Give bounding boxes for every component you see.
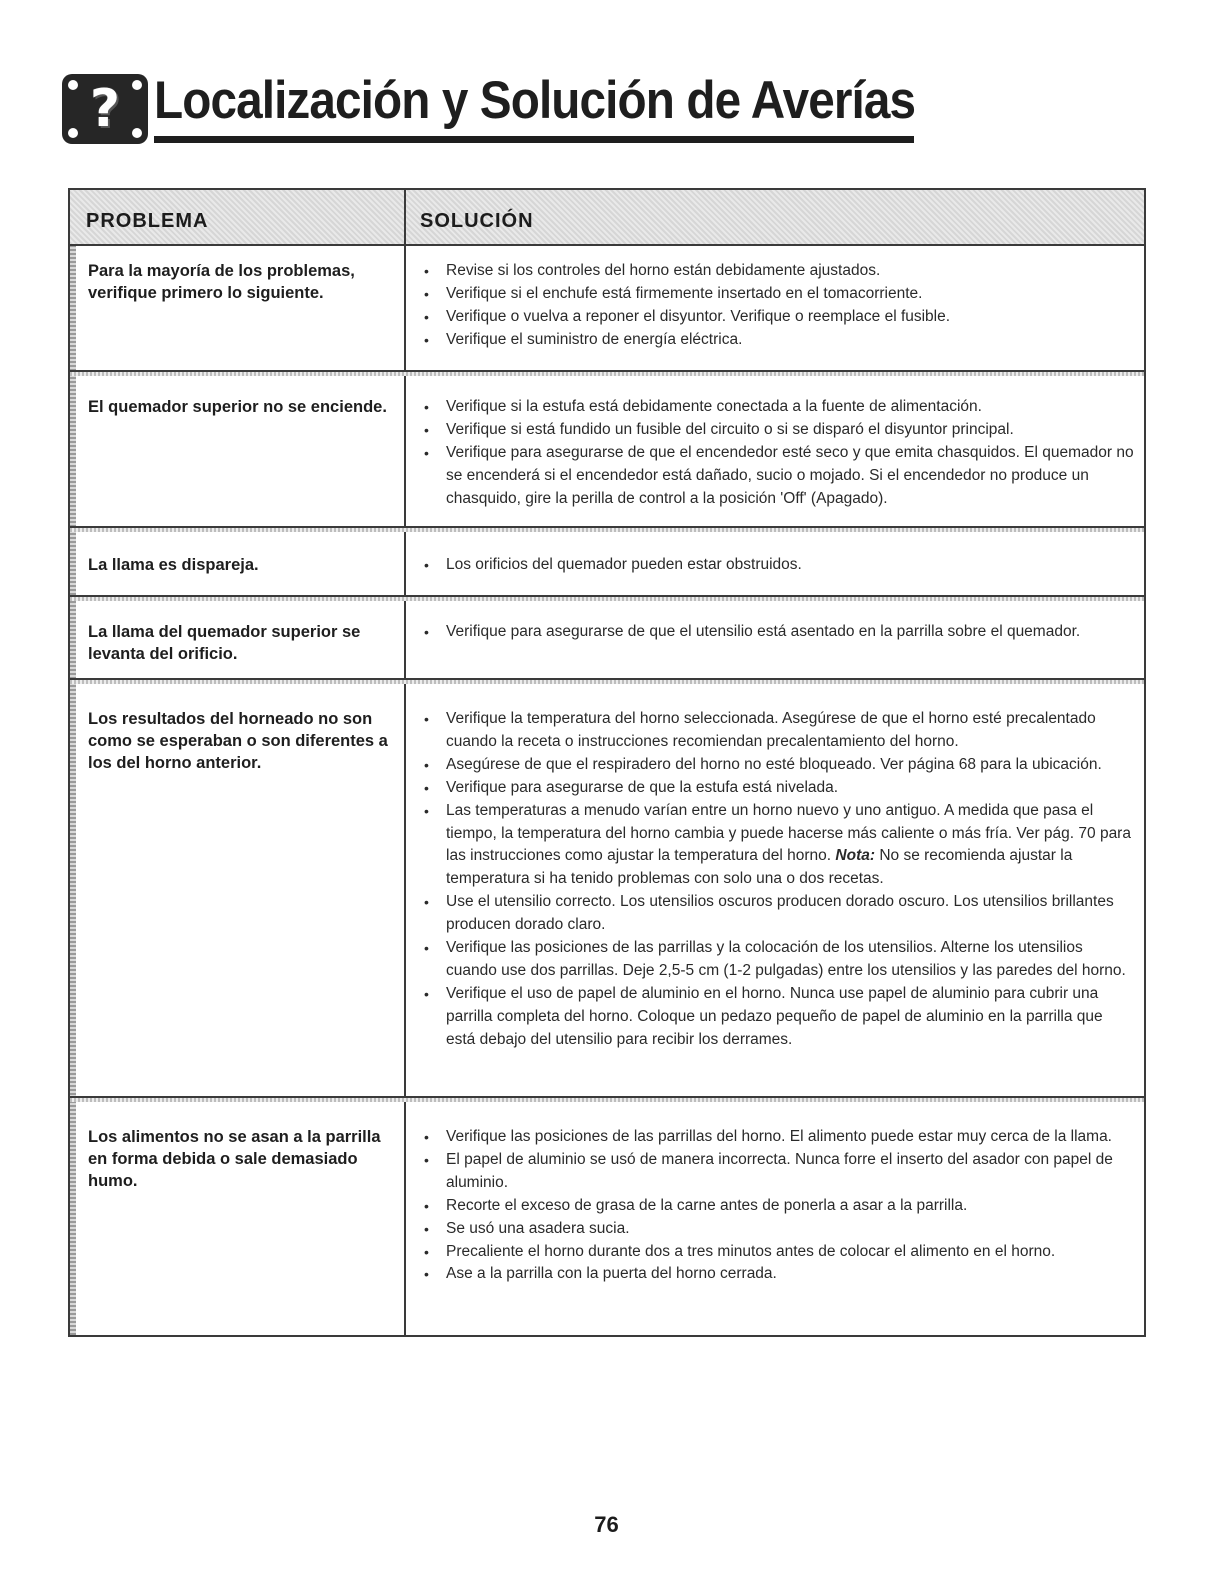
- solution-text: Ase a la parrilla con la puerta del horno cerrada.: [446, 1265, 777, 1283]
- column-header-problem: PROBLEMA: [86, 210, 209, 232]
- problem-text: Los alimentos no se asan a la parrilla en forma debida o sale demasiado humo.: [88, 1128, 381, 1190]
- solution-text: Verifique las posiciones de las parrillas y la colocación de los utensilios. Alterne los utensilios cuando use dos parrillas. Deje 2,5-5 cm (1-2 pulgadas) entre los utensilios y las paredes del horno.: [446, 939, 1126, 979]
- bullet-icon: •: [424, 399, 429, 415]
- solution-text: Recorte el exceso de grasa de la carne antes de ponerla a asar a la parrilla.: [446, 1196, 968, 1214]
- solution-text: Verifique el suministro de energía eléctrica.: [446, 330, 743, 348]
- solution-text: Verifique las posiciones de las parrillas del horno. El alimento puede estar muy cerca de la llama.: [446, 1128, 1112, 1145]
- solution-item: [422, 396, 1134, 419]
- solution-text: Verifique para asegurarse de que el utensilio está asentado en la parrilla sobre el quemador.: [446, 623, 1081, 640]
- row-divider: [70, 370, 1144, 372]
- bullet-icon: •: [424, 421, 429, 438]
- table-row: [70, 532, 1144, 596]
- table-row: [70, 376, 1144, 526]
- page-number: 76: [594, 1512, 619, 1537]
- bullet-icon: •: [424, 331, 429, 348]
- solution-list: [422, 396, 1134, 511]
- solution-item: [422, 442, 1134, 511]
- row-divider: [70, 595, 1144, 597]
- solution-item: [422, 1218, 1134, 1241]
- solution-item: [422, 419, 1134, 442]
- bullet-icon: •: [424, 1197, 429, 1214]
- bullet-icon: •: [424, 1129, 429, 1145]
- solution-list: [422, 1126, 1134, 1286]
- solution-item: [422, 306, 1134, 329]
- solution-list: [422, 554, 1134, 577]
- solution-item: [422, 1149, 1134, 1195]
- solution-text: Las temperaturas a menudo varían entre un horno nuevo y uno antiguo. A medida que pasa el tiempo, la temperatura del horno cambia y puede hacerse más caliente o más fría. Ver pág. 70 para las instrucciones como ajustar la temperatura del horno.: [446, 801, 1131, 865]
- solution-item: [422, 891, 1134, 937]
- solution-text: Los orificios del quemador pueden estar obstruidos.: [446, 556, 802, 573]
- bullet-icon: •: [424, 557, 429, 573]
- solution-item: [422, 754, 1134, 777]
- page-title: Localización y Solución de Averías: [154, 71, 916, 130]
- solution-item: [422, 1241, 1134, 1264]
- bullet-icon: •: [424, 263, 429, 279]
- solution-text: Asegúrese de que el respiradero del horno no esté bloqueado. Ver página 68 para la ubicación.: [446, 755, 1102, 773]
- solution-text: Verifique el uso de papel de aluminio en el horno. Nunca use papel de aluminio para cubrir una parrilla completa del horno. Coloque un pedazo pequeño de papel de aluminio en la parrilla que está debajo del utensilio para recibir los derrames.: [446, 984, 1103, 1048]
- bullet-icon: •: [424, 285, 429, 302]
- bullet-icon: •: [424, 444, 429, 461]
- table-row: [70, 601, 1144, 679]
- problem-text: Los resultados del horneado no son como se esperaban o son diferentes a los del horno anterior.: [88, 710, 388, 772]
- page-header: [62, 56, 916, 146]
- solution-text: Se usó una asadera sucia.: [446, 1219, 630, 1237]
- solution-text: Revise si los controles del horno están debidamente ajustados.: [446, 262, 881, 279]
- row-divider: [70, 1096, 1144, 1098]
- solution-text: Precaliente el horno durante dos a tres minutos antes de colocar el alimento en el horno.: [446, 1242, 1056, 1260]
- title-underline: [154, 136, 914, 143]
- column-header-solution: SOLUCIÓN: [420, 210, 534, 232]
- problem-text: La llama es dispareja.: [88, 556, 259, 574]
- table-row: [70, 684, 1144, 1096]
- bullet-icon: •: [424, 1220, 429, 1237]
- bullet-icon: •: [424, 940, 429, 957]
- solution-item: [422, 983, 1134, 1052]
- row-divider: [70, 678, 1144, 680]
- solution-item: [422, 777, 1134, 800]
- solution-text: El papel de aluminio se usó de manera incorrecta. Nunca forre el inserto del asador con papel de aluminio.: [446, 1150, 1113, 1191]
- solution-text: Verifique para asegurarse de que el encendedor esté seco y que emita chasquidos. El quemador no se encenderá si el encendedor está dañado, sucio o mojado. Si el encendedor no produce un chasquido, gire la perilla de control a la posición 'Off' (Apagado).: [446, 443, 1134, 507]
- solution-item: [422, 1263, 1134, 1286]
- solution-text: Verifique o vuelva a reponer el disyuntor. Verifique o reemplace el fusible.: [446, 307, 951, 325]
- solution-text: Verifique si está fundido un fusible del circuito o si se disparó el disyuntor principal.: [446, 420, 1014, 438]
- bullet-icon: •: [424, 711, 429, 727]
- solution-list: [422, 708, 1134, 1052]
- problem-text: Para la mayoría de los problemas, verifique primero lo siguiente.: [88, 262, 355, 302]
- solution-text: Verifique si la estufa está debidamente conectada a la fuente de alimentación.: [446, 398, 982, 415]
- bullet-icon: •: [424, 1243, 429, 1260]
- solution-text: Verifique si el enchufe está firmemente insertado en el tomacorriente.: [446, 284, 923, 302]
- solution-list: [422, 621, 1134, 644]
- troubleshooting-table: [68, 188, 1146, 1337]
- bullet-icon: •: [424, 1266, 429, 1283]
- bullet-icon: •: [424, 802, 429, 819]
- bullet-icon: •: [424, 779, 429, 796]
- solution-item: [422, 708, 1134, 754]
- solution-list: [422, 260, 1134, 352]
- table-row: [70, 244, 1144, 370]
- solution-item: [422, 554, 1134, 577]
- bullet-icon: •: [424, 985, 429, 1002]
- solution-text: Use el utensilio correcto. Los utensilios oscuros producen dorado oscuro. Los utensilios brillantes producen dorado claro.: [446, 893, 1114, 934]
- problem-text: La llama del quemador superior se levanta del orificio.: [88, 623, 361, 663]
- solution-item: [422, 329, 1134, 352]
- solution-text: Verifique la temperatura del horno seleccionada. Asegúrese de que el horno esté precalentado cuando la receta o instrucciones recomiendan precalentamiento del horno.: [446, 710, 1096, 750]
- question-mark-icon: ?: [62, 74, 148, 144]
- row-divider: [70, 526, 1144, 528]
- solution-item: [422, 1126, 1134, 1149]
- table-row: [70, 1102, 1144, 1335]
- solution-item: [422, 260, 1134, 283]
- table-header: [70, 190, 1144, 246]
- bullet-icon: •: [424, 308, 429, 325]
- bullet-icon: •: [424, 1151, 429, 1168]
- note-label: Nota:: [835, 847, 876, 865]
- solution-item: [422, 1195, 1134, 1218]
- solution-item: [422, 621, 1134, 644]
- solution-item: [422, 937, 1134, 983]
- bullet-icon: •: [424, 756, 429, 773]
- solution-text: Verifique para asegurarse de que la estufa está nivelada.: [446, 778, 839, 796]
- solution-item: [422, 283, 1134, 306]
- bullet-icon: •: [424, 624, 429, 640]
- solution-item: [422, 800, 1134, 892]
- note-text: No se recomienda ajustar la temperatura si ha tenido problemas con solo una o dos recetas.: [446, 847, 1073, 888]
- bullet-icon: •: [424, 894, 429, 911]
- problem-text: El quemador superior no se enciende.: [88, 398, 387, 416]
